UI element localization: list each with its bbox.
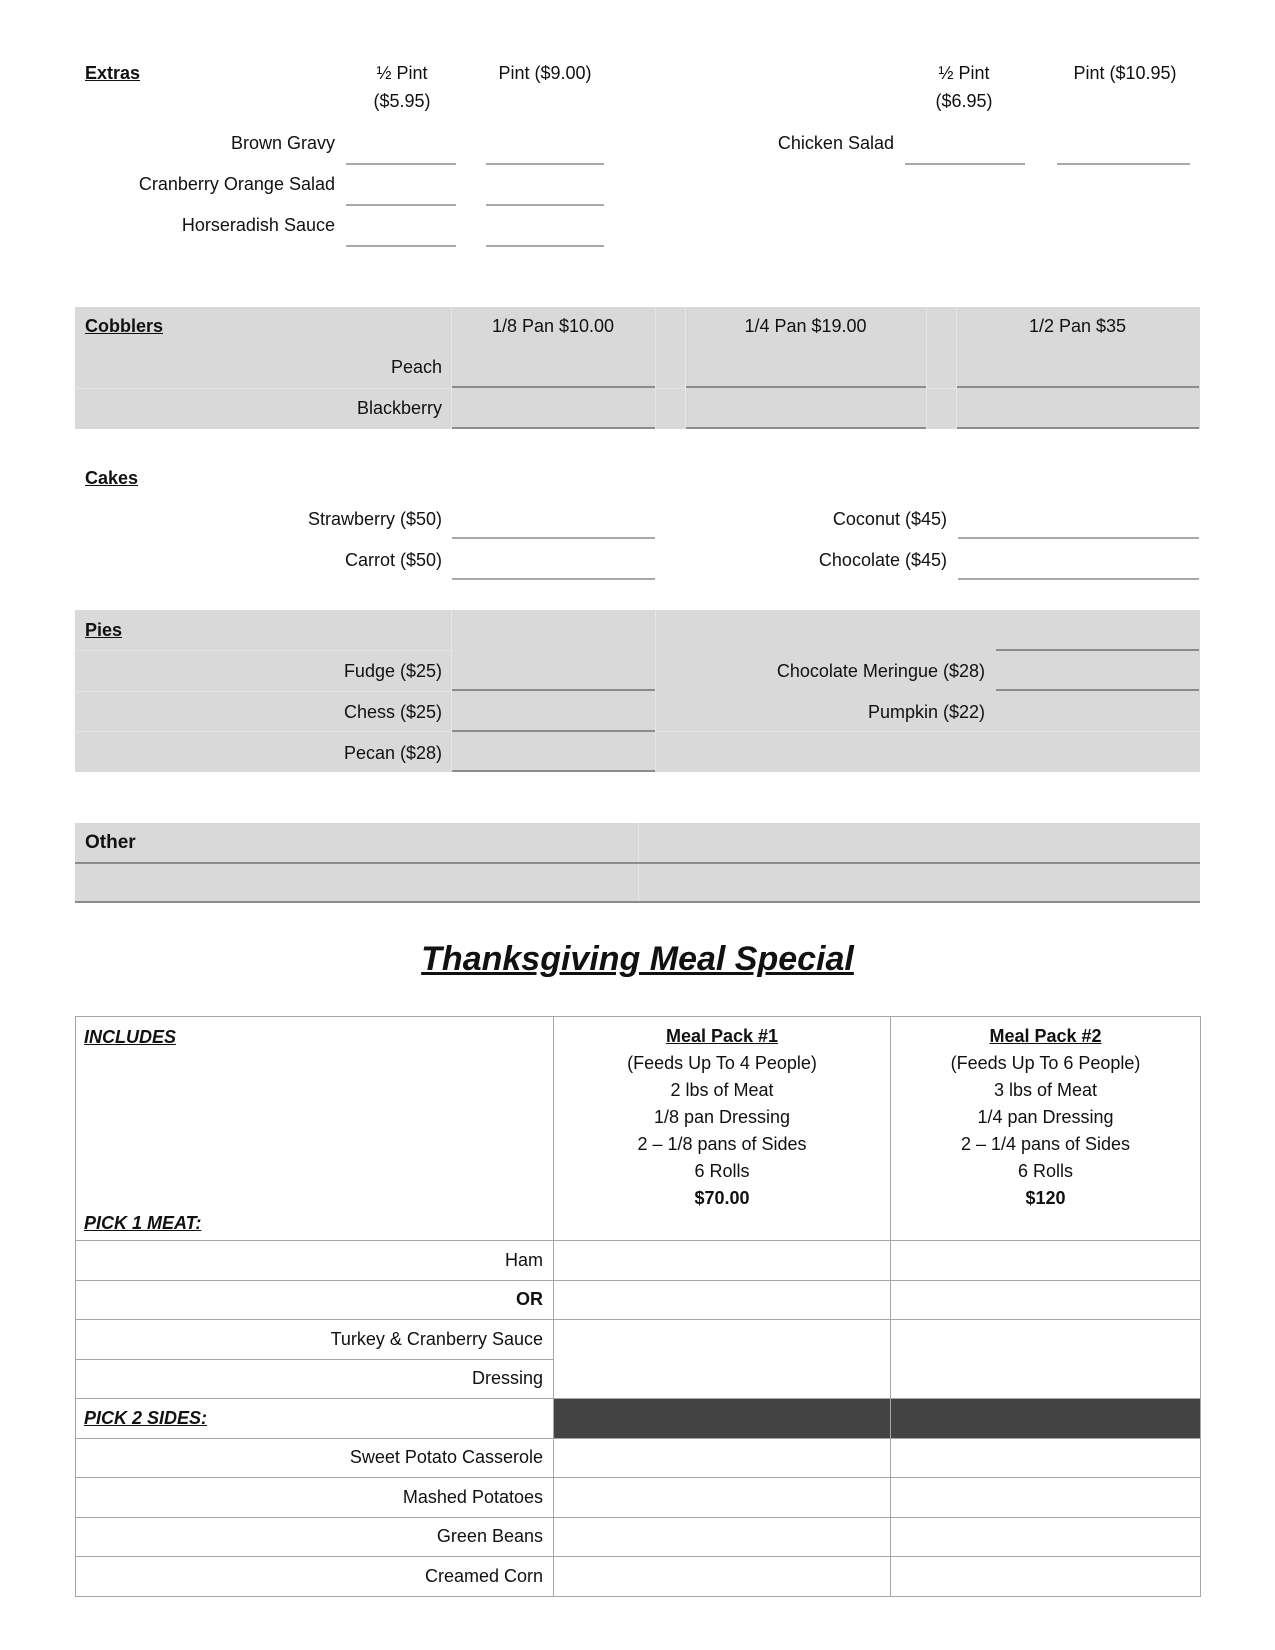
cakes-heading: Cakes (85, 468, 139, 488)
chicken-salad-pint-field[interactable] (1057, 138, 1190, 162)
pies-right-top-line (996, 649, 1199, 651)
side-option-creamed-corn: Creamed Corn (76, 1557, 554, 1597)
meal-pack-1 (554, 1017, 891, 1241)
side-row-mashed-potatoes (76, 1478, 1201, 1518)
extras-right-half-pint-price: ($6.95) (935, 91, 993, 111)
blackberry-eighth-pan-field[interactable] (452, 400, 655, 426)
cakes-item-coconut: Coconut ($45) (832, 509, 947, 529)
cobblers-divider (926, 307, 927, 429)
extras-right-pint-header: Pint ($10.95) (1073, 63, 1177, 83)
strawberry-cake-line (452, 537, 655, 539)
horseradish-sauce-half-pint-line (346, 245, 456, 247)
extras-item-horseradish-sauce: Horseradish Sauce (181, 215, 335, 235)
cobblers-row-divider (926, 388, 956, 389)
includes-cell (76, 1017, 554, 1241)
meal-pack-2-detail: 6 Rolls (1017, 1161, 1074, 1181)
pumpkin-pie-field[interactable] (996, 705, 1199, 730)
mashed-potatoes-pack-1-cell[interactable] (554, 1478, 891, 1518)
horseradish-sauce-pint-field[interactable] (486, 220, 604, 244)
pick-meat-label: PICK 1 MEAT: (84, 1213, 202, 1233)
pies-row-divider (75, 691, 451, 692)
side-row-green-beans (76, 1517, 1201, 1557)
peach-half-pan-line (957, 386, 1199, 388)
chess-pie-line (452, 730, 655, 732)
pick-sides-label: PICK 2 SIDES: (76, 1399, 554, 1439)
brown-gravy-half-pint-field[interactable] (346, 138, 456, 162)
ham-pack-1-cell[interactable] (554, 1241, 891, 1281)
other-field-bottom-left[interactable] (78, 866, 636, 900)
meal-pack-2-name: Meal Pack #2 (989, 1026, 1102, 1046)
extras-heading: Extras (85, 63, 141, 83)
other-bottom-line (75, 901, 1200, 903)
chicken-salad-half-pint-line (905, 163, 1025, 165)
turkey-pack-1-cell[interactable] (554, 1320, 891, 1399)
meat-option-ham: Ham (76, 1241, 554, 1281)
or-pack-2-cell (891, 1280, 1201, 1320)
chocolate-meringue-pie-line (996, 689, 1199, 691)
pies-item-fudge: Fudge ($25) (343, 661, 442, 681)
chocolate-cake-field[interactable] (958, 553, 1199, 578)
pies-row-divider (75, 731, 451, 732)
cobblers-row-divider (75, 388, 451, 389)
meat-option-or: OR (76, 1280, 554, 1320)
meal-pack-1-detail: (Feeds Up To 4 People) (627, 1053, 817, 1073)
meal-pack-2-price: $120 (1025, 1188, 1066, 1208)
pick-sides-pack-1-shaded (554, 1399, 891, 1439)
peach-half-pan-field[interactable] (957, 360, 1199, 386)
pecan-pie-line (452, 770, 655, 772)
meat-option-turkey: Turkey & Cranberry Sauce (76, 1320, 554, 1360)
cobblers-row-divider (655, 388, 685, 389)
side-option-green-beans: Green Beans (76, 1517, 554, 1557)
chocolate-meringue-pie-field[interactable] (996, 664, 1199, 689)
turkey-pack-2-cell[interactable] (891, 1320, 1201, 1399)
blackberry-quarter-pan-line (686, 427, 926, 429)
green-beans-pack-2-cell[interactable] (891, 1517, 1201, 1557)
cobblers-divider (655, 307, 656, 429)
carrot-cake-line (452, 578, 655, 580)
horseradish-sauce-pint-line (486, 245, 604, 247)
meat-row-turkey (76, 1320, 1201, 1360)
extras-item-cranberry-orange-salad: Cranberry Orange Salad (138, 174, 335, 194)
cobblers-item-peach: Peach (390, 357, 442, 377)
extras-left-pint-header: Pint ($9.00) (498, 63, 592, 83)
meat-row-ham (76, 1241, 1201, 1281)
chess-pie-field[interactable] (452, 705, 655, 730)
blackberry-quarter-pan-field[interactable] (686, 400, 926, 426)
coconut-cake-field[interactable] (958, 512, 1199, 537)
side-option-sweet-potato-casserole: Sweet Potato Casserole (76, 1438, 554, 1478)
blackberry-eighth-pan-line (452, 427, 655, 429)
meal-pack-1-detail: 1/8 pan Dressing (653, 1107, 791, 1127)
cranberry-orange-salad-pint-field[interactable] (486, 179, 604, 203)
cranberry-orange-salad-pint-line (486, 204, 604, 206)
meal-pack-2-detail: (Feeds Up To 6 People) (950, 1053, 1141, 1073)
blackberry-half-pan-line (957, 427, 1199, 429)
peach-eighth-pan-line (452, 386, 655, 388)
meal-pack-1-detail: 2 lbs of Meat (670, 1080, 774, 1100)
pecan-pie-field[interactable] (452, 745, 655, 770)
brown-gravy-pint-field[interactable] (486, 138, 604, 162)
sweet-potato-pack-1-cell[interactable] (554, 1438, 891, 1478)
strawberry-cake-field[interactable] (452, 512, 655, 537)
cobblers-item-blackberry: Blackberry (356, 398, 442, 418)
extras-left-half-pint-price: ($5.95) (373, 91, 431, 111)
meal-pack-1-price: $70.00 (694, 1188, 750, 1208)
fudge-pie-line (452, 689, 655, 691)
meal-special-table (75, 1016, 1201, 1597)
creamed-corn-pack-2-cell[interactable] (891, 1557, 1201, 1597)
or-pack-1-cell (554, 1280, 891, 1320)
chicken-salad-pint-line (1057, 163, 1190, 165)
cobblers-col-half-pan: 1/2 Pan $35 (1028, 316, 1127, 336)
meal-pack-2 (891, 1017, 1201, 1241)
extras-item-chicken-salad: Chicken Salad (777, 133, 894, 153)
meal-pack-1-detail: 2 – 1/8 pans of Sides (637, 1134, 807, 1154)
sweet-potato-pack-2-cell[interactable] (891, 1438, 1201, 1478)
cakes-item-carrot: Carrot ($50) (344, 550, 442, 570)
extras-right-half-pint-header: ½ Pint (938, 63, 990, 83)
brown-gravy-half-pint-line (346, 163, 456, 165)
meat-option-dressing: Dressing (76, 1359, 554, 1399)
other-field-top-right[interactable] (639, 826, 1199, 860)
brown-gravy-pint-line (486, 163, 604, 165)
fudge-pie-field[interactable] (452, 664, 655, 689)
extras-left-half-pint-header: ½ Pint (376, 63, 428, 83)
cobblers-heading: Cobblers (85, 316, 164, 336)
meal-pack-1-name: Meal Pack #1 (665, 1026, 779, 1046)
peach-quarter-pan-field[interactable] (686, 360, 926, 386)
pies-row-divider (655, 731, 1199, 732)
cranberry-orange-salad-half-pint-line (346, 204, 456, 206)
pies-item-pecan: Pecan ($28) (343, 743, 442, 763)
cakes-item-strawberry: Strawberry ($50) (307, 509, 442, 529)
creamed-corn-pack-1-cell[interactable] (554, 1557, 891, 1597)
meal-pack-2-detail: 3 lbs of Meat (993, 1080, 1098, 1100)
cobblers-col-quarter-pan: 1/4 Pan $19.00 (744, 316, 867, 336)
peach-eighth-pan-field[interactable] (452, 360, 655, 386)
pies-heading: Pies (85, 620, 123, 640)
cakes-item-chocolate: Chocolate ($45) (818, 550, 947, 570)
includes-label: INCLUDES (84, 1027, 177, 1047)
ham-pack-2-cell[interactable] (891, 1241, 1201, 1281)
pies-item-chess: Chess ($25) (343, 702, 442, 722)
other-row-line (75, 862, 1200, 864)
pies-row-divider (75, 650, 451, 651)
side-row-creamed-corn (76, 1557, 1201, 1597)
cranberry-orange-salad-half-pint-field[interactable] (346, 179, 456, 203)
mashed-potatoes-pack-2-cell[interactable] (891, 1478, 1201, 1518)
side-option-mashed-potatoes: Mashed Potatoes (76, 1478, 554, 1518)
pies-item-pumpkin: Pumpkin ($22) (867, 702, 985, 722)
other-field-bottom-right[interactable] (639, 866, 1199, 900)
blackberry-half-pan-field[interactable] (957, 400, 1199, 426)
carrot-cake-field[interactable] (452, 553, 655, 578)
peach-quarter-pan-line (686, 386, 926, 388)
extras-item-brown-gravy: Brown Gravy (230, 133, 335, 153)
chicken-salad-half-pint-field[interactable] (905, 138, 1025, 162)
green-beans-pack-1-cell[interactable] (554, 1517, 891, 1557)
coconut-cake-line (958, 537, 1199, 539)
pies-divider (655, 610, 656, 772)
horseradish-sauce-half-pint-field[interactable] (346, 220, 456, 244)
meat-row-or (76, 1280, 1201, 1320)
side-row-sweet-potato (76, 1438, 1201, 1478)
pies-item-chocolate-meringue: Chocolate Meringue ($28) (776, 661, 985, 681)
meal-pack-2-detail: 2 – 1/4 pans of Sides (960, 1134, 1131, 1154)
pick-sides-row (76, 1399, 1201, 1439)
pick-sides-pack-2-shaded (891, 1399, 1201, 1439)
meal-pack-2-detail: 1/4 pan Dressing (977, 1107, 1114, 1127)
meal-pack-1-detail: 6 Rolls (694, 1161, 750, 1181)
cobblers-col-eighth-pan: 1/8 Pan $10.00 (491, 316, 615, 336)
other-heading: Other (85, 832, 136, 853)
meal-special-title: Thanksgiving Meal Special (421, 940, 854, 978)
chocolate-cake-line (958, 578, 1199, 580)
